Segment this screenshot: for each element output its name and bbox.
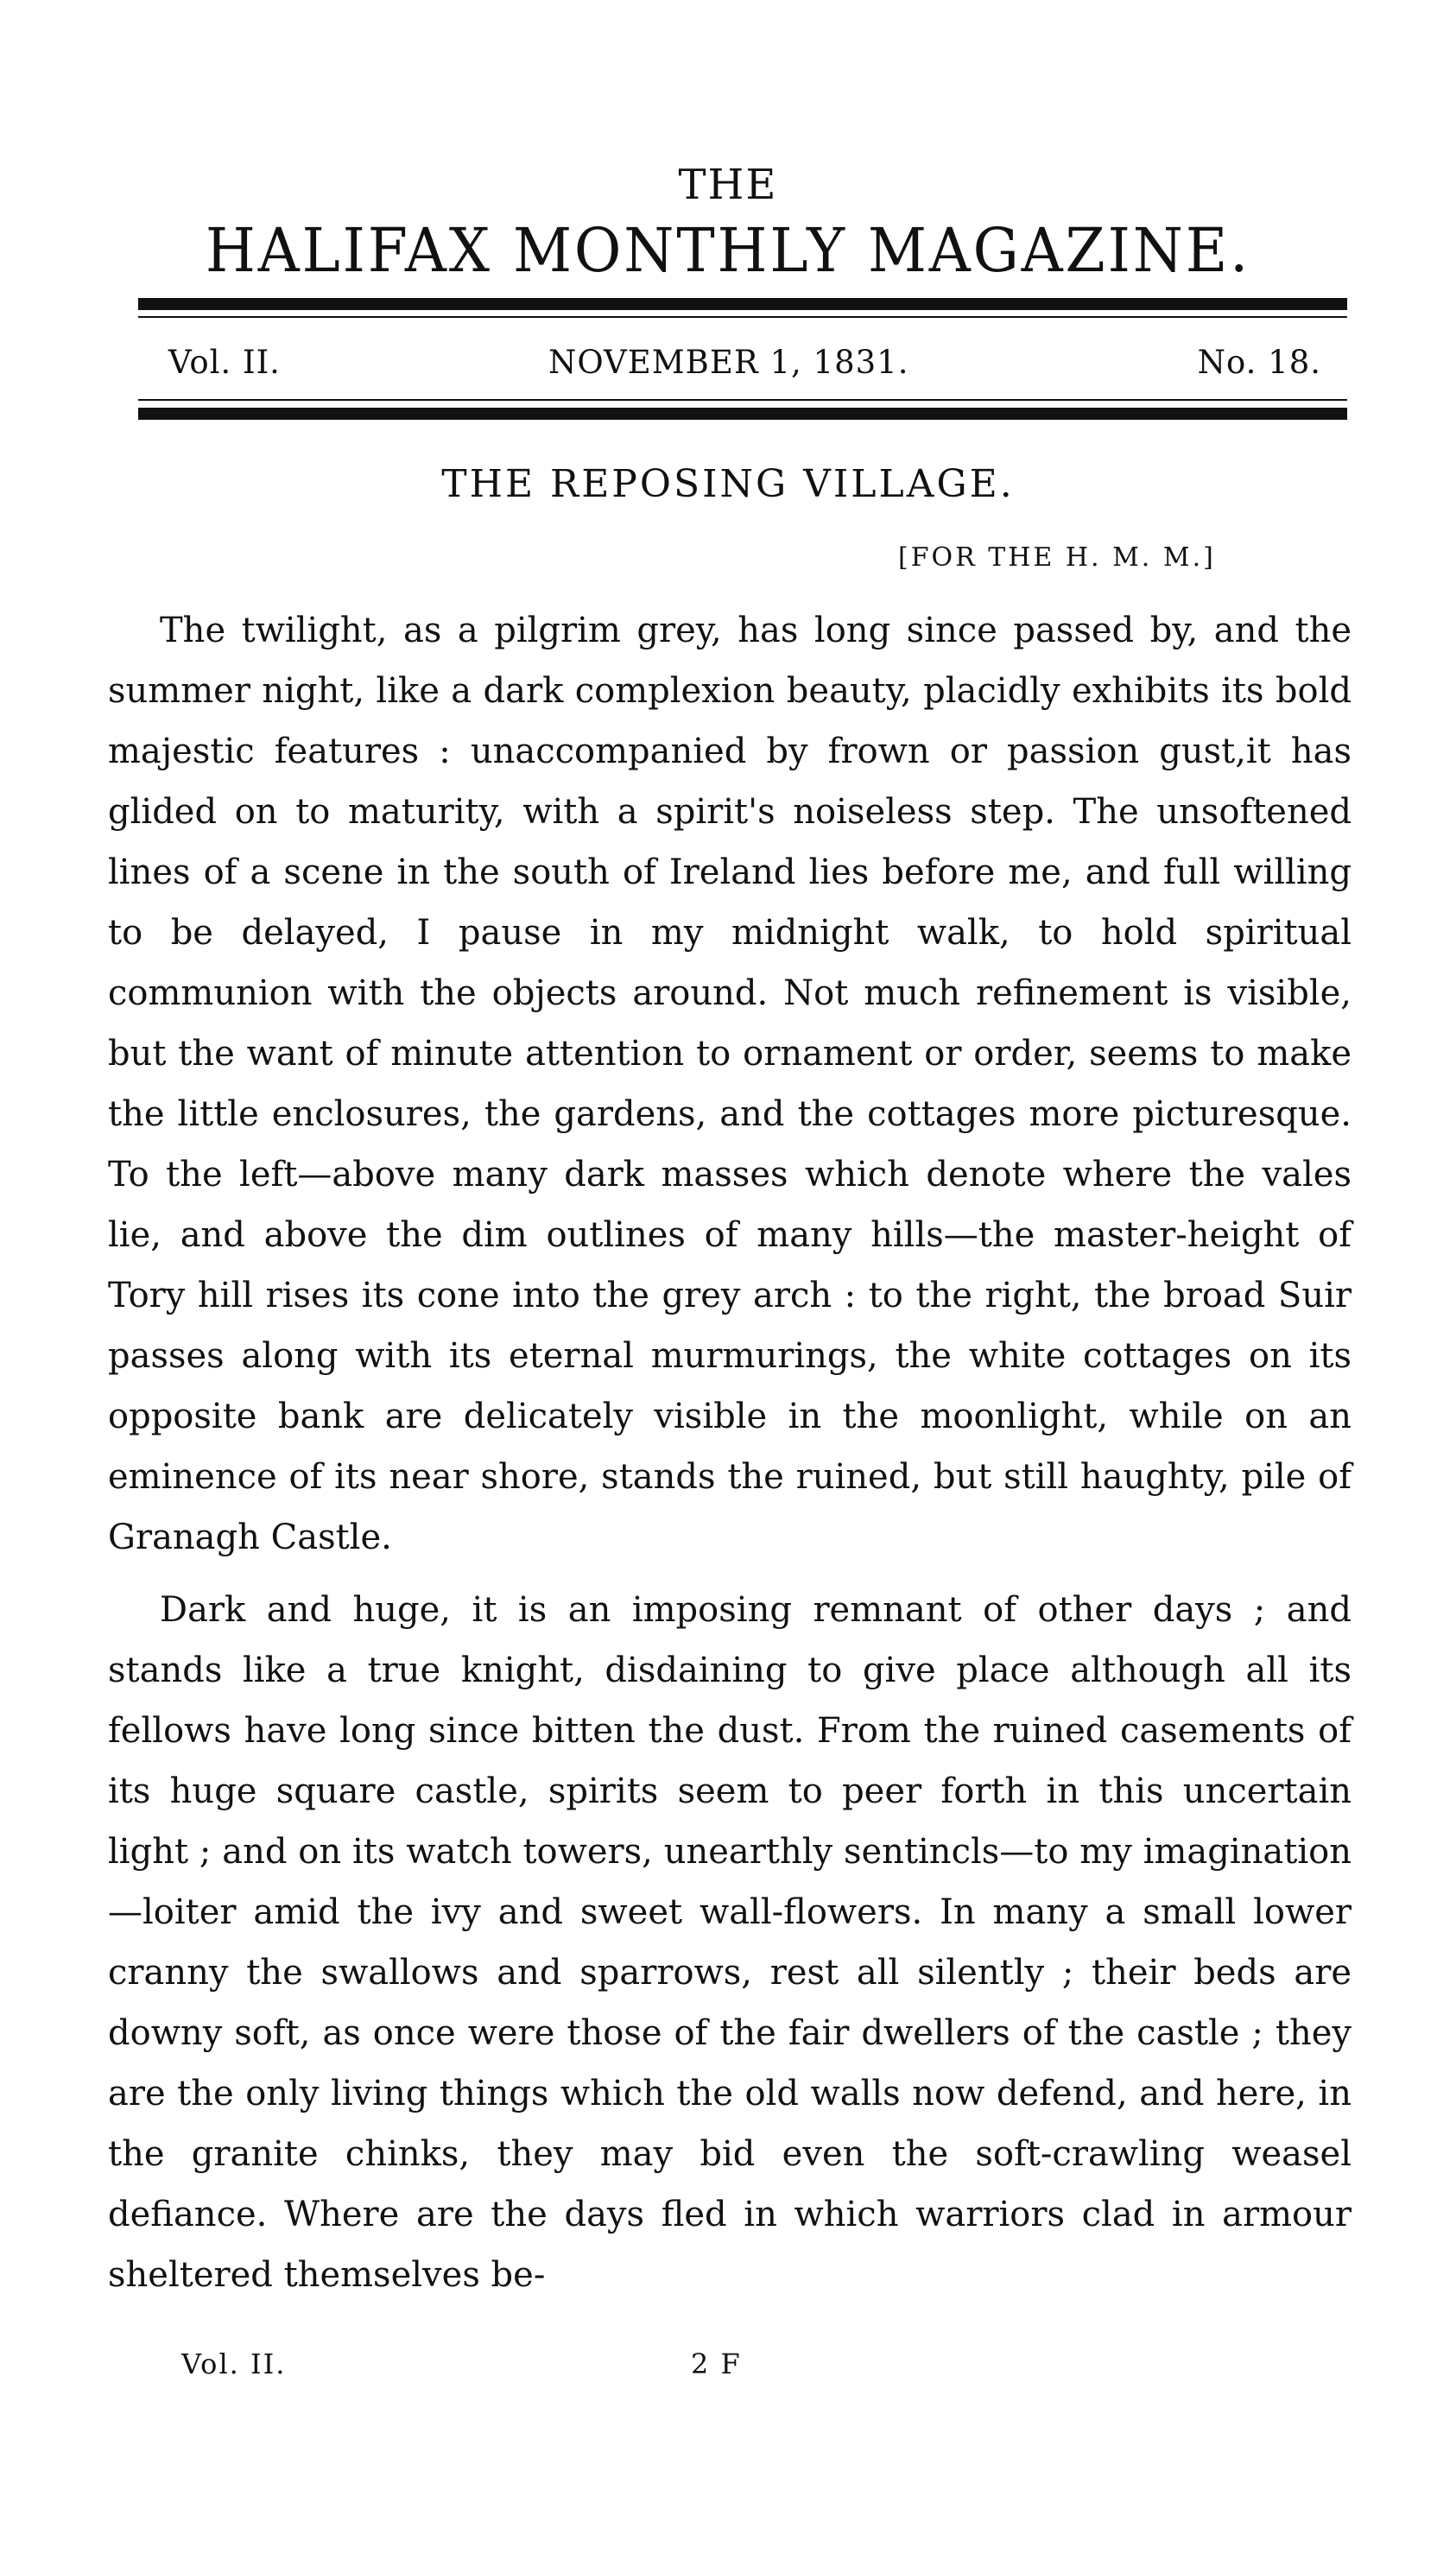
article-paragraph: The twilight, as a pilgrim grey, has long since passed by, and the summer night, like a dark complexion beauty, placidly exhibits its bold majestic features : unaccompanied by frown or passion gust,it has glided on to maturity, with a spirit's noiseless step. The unsoftened lines of a scene in the south of Ireland lies before me, and full willing to be delayed, I pause in my midnight walk, to hold spiritual communion with the objects around. Not much refinement is visible, but the want of minute attention to ornament or order, seems to make the little enclosures, the gardens, and the cottages more picturesque. To the left—above many dark masses which denote where the vales lie, and above the dim outlines of many hills—the master-height of Tory hill rises its cone into the grey arch : to the right, the broad Suir passes along with its eternal murmurings, the white cottages on its opposite bank are delicately visible in the moonlight, while on an eminence of its near shore, stands the ruined, but still haughty, pile of Granagh Castle. <box>108 611 1352 1557</box>
issue-volume: Vol. II. <box>168 344 281 381</box>
issue-number: No. 18. <box>1197 344 1321 381</box>
issue-date: NOVEMBER 1, 1831. <box>548 344 909 381</box>
article-byline: [FOR THE H. M. M.] <box>898 542 1216 573</box>
top-thick-rule <box>138 298 1347 310</box>
issue-line <box>168 341 1321 384</box>
masthead-title: HALIFAX MONTHLY MAGAZINE. <box>205 215 1251 286</box>
article-paragraph: Dark and huge, it is an imposing remnant of other days ; and stands like a true knight, disdaining to give place although all its fellows have long since bitten the dust. From the ruined casements of its huge square castle, spirits seem to peer forth in this uncertain light ; and on its watch towers, unearthly sentincls—to my imagination—loiter amid the ivy and sweet wall-flowers. In many a small lower cranny the swallows and sparrows, rest all silently ; their beds are downy soft, as once were those of the fair dwellers of the castle ; they are the only living things which the old walls now defend, and here, in the granite chinks, they may bid even the soft-crawling weasel defiance. Where are the days fled in which warriors clad in armour sheltered themselves be- <box>108 1590 1352 2295</box>
bottom-thin-rule <box>138 399 1347 401</box>
masthead-article: THE <box>678 161 778 209</box>
page-footer <box>0 2348 1456 2391</box>
top-thin-rule <box>138 316 1347 318</box>
article-body <box>108 600 1352 2317</box>
footer-signature: 2 F <box>691 2348 742 2380</box>
bottom-thick-rule <box>138 408 1347 420</box>
footer-volume: Vol. II. <box>181 2348 287 2380</box>
article-title: THE REPOSING VILLAGE. <box>441 462 1015 506</box>
